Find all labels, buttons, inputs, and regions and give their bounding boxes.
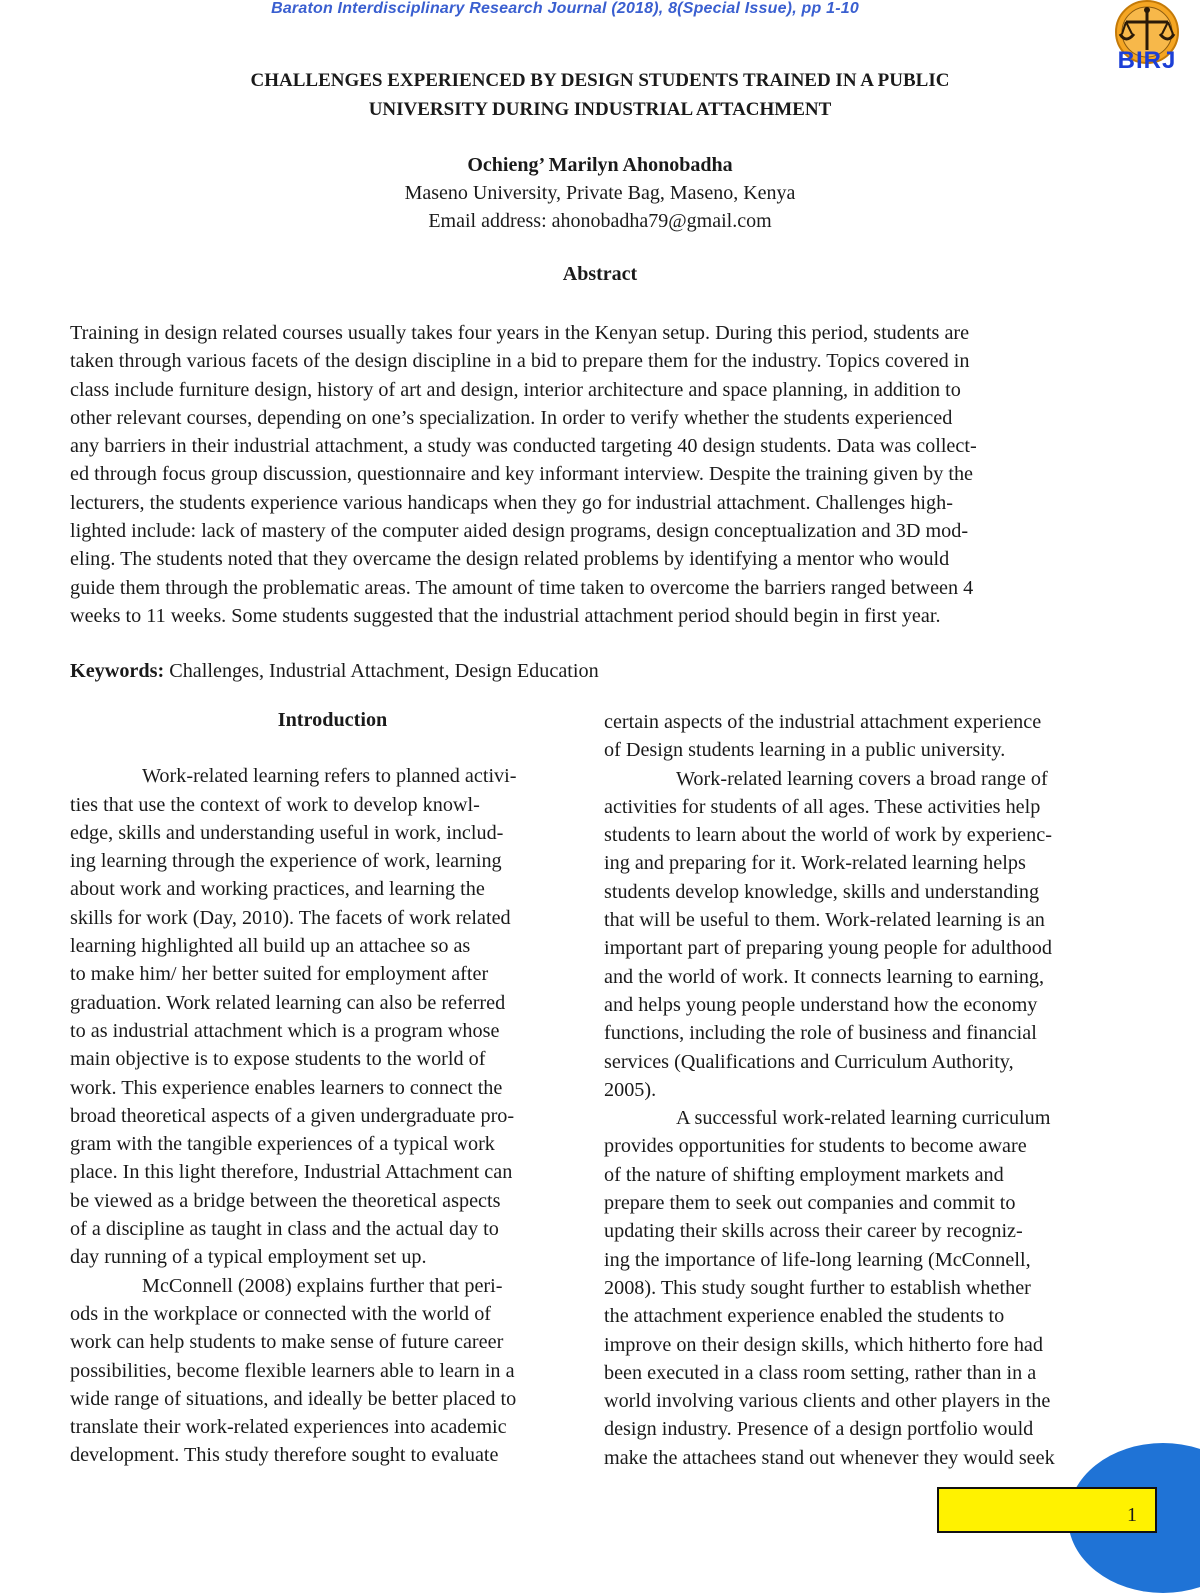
body-line: ing learning through the experience of work, learning	[70, 850, 502, 873]
body-line: and the world of work. It connects learning to earning,	[604, 965, 1045, 988]
body-line: provides opportunities for students to become aware	[604, 1135, 1027, 1158]
column-right	[604, 708, 1134, 1472]
body-line: learning highlighted all build up an attachee so as	[70, 935, 471, 958]
body-line: edge, skills and understanding useful in work, includ-	[70, 821, 504, 844]
body-line: McConnell (2008) explains further that peri-	[142, 1274, 503, 1297]
body-line: skills for work (Day, 2010). The facets of work related	[70, 906, 511, 929]
body-line: translate their work-related experiences into academic	[70, 1416, 507, 1439]
body-line: possibilities, become flexible learners able to learn in a	[70, 1359, 515, 1382]
body-line: graduation. Work related learning can also be referred	[70, 991, 506, 1014]
body-line: and helps young people understand how the economy	[604, 993, 1038, 1016]
body-line: broad theoretical aspects of a given undergraduate pro-	[70, 1104, 515, 1127]
body-line: development. This study therefore sought to evaluate	[70, 1444, 499, 1467]
body-line: functions, including the role of business and financial	[604, 1022, 1037, 1045]
body-line: Work-related learning covers a broad range of	[676, 767, 1048, 790]
body-line: Work-related learning refers to planned activi-	[142, 765, 517, 788]
abstract-line: any barriers in their industrial attachment, a study was conducted targeting 40 design students. Data was collect-	[70, 435, 977, 458]
body-line: gram with the tangible experiences of a typical work	[70, 1133, 495, 1156]
body-line: certain aspects of the industrial attachment experience	[604, 711, 1042, 733]
body-line: updating their skills across their career by recogniz-	[604, 1220, 1023, 1243]
body-line: ties that use the context of work to develop knowl-	[70, 793, 480, 816]
paper-title	[110, 66, 1090, 124]
abstract-line: lighted include: lack of mastery of the computer aided design programs, design conceptualization and 3D mod-	[70, 520, 969, 543]
body-line: to make him/ her better suited for employment after	[70, 963, 489, 986]
title-line: UNIVERSITY DURING INDUSTRIAL ATTACHMENT	[368, 99, 832, 120]
body-line: ods in the workplace or connected with the world of	[70, 1302, 492, 1325]
abstract-line: other relevant courses, depending on one’s specialization. In order to verify whether the students experienced	[70, 406, 953, 429]
body-line: place. In this light therefore, Industrial Attachment can	[70, 1161, 513, 1184]
abstract-line: ed through focus group discussion, questionnaire and key informant interview. Despite the training given by the	[70, 463, 973, 486]
author-block	[200, 151, 1000, 235]
page-number: 1	[1127, 1504, 1137, 1526]
author-email: Email address: ahonobadha79@gmail.com	[428, 210, 772, 232]
body-line: that will be useful to them. Work-related learning is an	[604, 909, 1045, 932]
body-line: of Design students learning in a public university.	[604, 739, 1006, 762]
abstract-heading: Abstract	[562, 263, 638, 285]
body-line: students develop knowledge, skills and understanding	[604, 880, 1040, 903]
column-left	[70, 706, 595, 1470]
abstract-line: weeks to 11 weeks. Some students suggested that the industrial attachment period should begin in first year.	[70, 604, 941, 627]
body-line: students to learn about the world of work by experienc-	[604, 824, 1052, 847]
title-line: CHALLENGES EXPERIENCED BY DESIGN STUDENTS TRAINED IN A PUBLIC	[250, 70, 950, 91]
body-line: about work and working practices, and learning the	[70, 878, 485, 901]
body-line: prepare them to seek out companies and commit to	[604, 1192, 1016, 1215]
body-line: be viewed as a bridge between the theoretical aspects	[70, 1189, 501, 1212]
body-line: important part of preparing young people for adulthood	[604, 937, 1052, 960]
body-line: the attachment experience enabled the students to	[604, 1305, 1005, 1328]
body-line: ing and preparing for it. Work-related learning helps	[604, 852, 1026, 875]
body-line: main objective is to expose students to the world of	[70, 1048, 486, 1071]
abstract-line: Training in design related courses usually takes four years in the Kenyan setup. During this period, students are	[70, 322, 970, 344]
body-line: wide range of situations, and ideally be better placed to	[70, 1387, 517, 1410]
running-head: Baraton Interdisciplinary Research Journal (2018), 8(Special Issue), pp 1-10	[271, 0, 859, 17]
abstract-line: eling. The students noted that they overcame the design related problems by identifying a mentor who would	[70, 548, 950, 571]
body-line: of a discipline as taught in class and the actual day to	[70, 1218, 499, 1241]
keywords	[70, 657, 1130, 685]
abstract-line: taken through various facets of the design discipline in a bid to prepare them for the industry. Topics covered in	[70, 350, 970, 373]
abstract-line: class include furniture design, history of art and design, interior architecture and space planning, in addition to	[70, 378, 961, 401]
abstract-body	[70, 319, 1130, 630]
body-line: 2008). This study sought further to establish whether	[604, 1276, 1031, 1299]
body-line: day running of a typical employment set up.	[70, 1246, 427, 1269]
body-line: improve on their design skills, which hitherto fore had	[604, 1333, 1043, 1356]
keywords-label: Keywords:	[70, 660, 165, 682]
body-line: services (Qualifications and Curriculum Authority,	[604, 1050, 1014, 1073]
body-line: work can help students to make sense of future career	[70, 1331, 504, 1354]
body-line: make the attachees stand out whenever they would seek	[604, 1446, 1055, 1469]
logo-wordmark: BIRJ	[1117, 47, 1177, 74]
keywords-text: Challenges, Industrial Attachment, Design Education	[164, 660, 599, 682]
body-line: activities for students of all ages. These activities help	[604, 795, 1041, 818]
body-line: to as industrial attachment which is a program whose	[70, 1019, 500, 1042]
author-name: Ochieng’ Marilyn Ahonobadha	[467, 154, 733, 176]
body-line: A successful work-related learning curriculum	[676, 1107, 1051, 1130]
body-line: of the nature of shifting employment markets and	[604, 1163, 1004, 1186]
introduction-heading: Introduction	[277, 709, 388, 731]
author-affiliation: Maseno University, Private Bag, Maseno, Kenya	[404, 182, 796, 204]
body-line: been executed in a class room setting, rather than in a	[604, 1361, 1037, 1384]
body-line: 2005).	[604, 1078, 657, 1101]
abstract-line: lecturers, the students experience various handicaps when they go for industrial attachment. Challenges high-	[70, 491, 953, 514]
page-number-box	[937, 1487, 1157, 1533]
body-line: design industry. Presence of a design portfolio would	[604, 1418, 1034, 1441]
body-line: world involving various clients and other players in the	[604, 1390, 1051, 1413]
abstract-line: guide them through the problematic areas. The amount of time taken to overcome the barriers ranged between 4	[70, 576, 974, 599]
body-line: work. This experience enables learners to connect the	[70, 1076, 503, 1099]
journal-logo	[1098, 0, 1196, 78]
body-line: ing the importance of life-long learning (McConnell,	[604, 1248, 1031, 1271]
